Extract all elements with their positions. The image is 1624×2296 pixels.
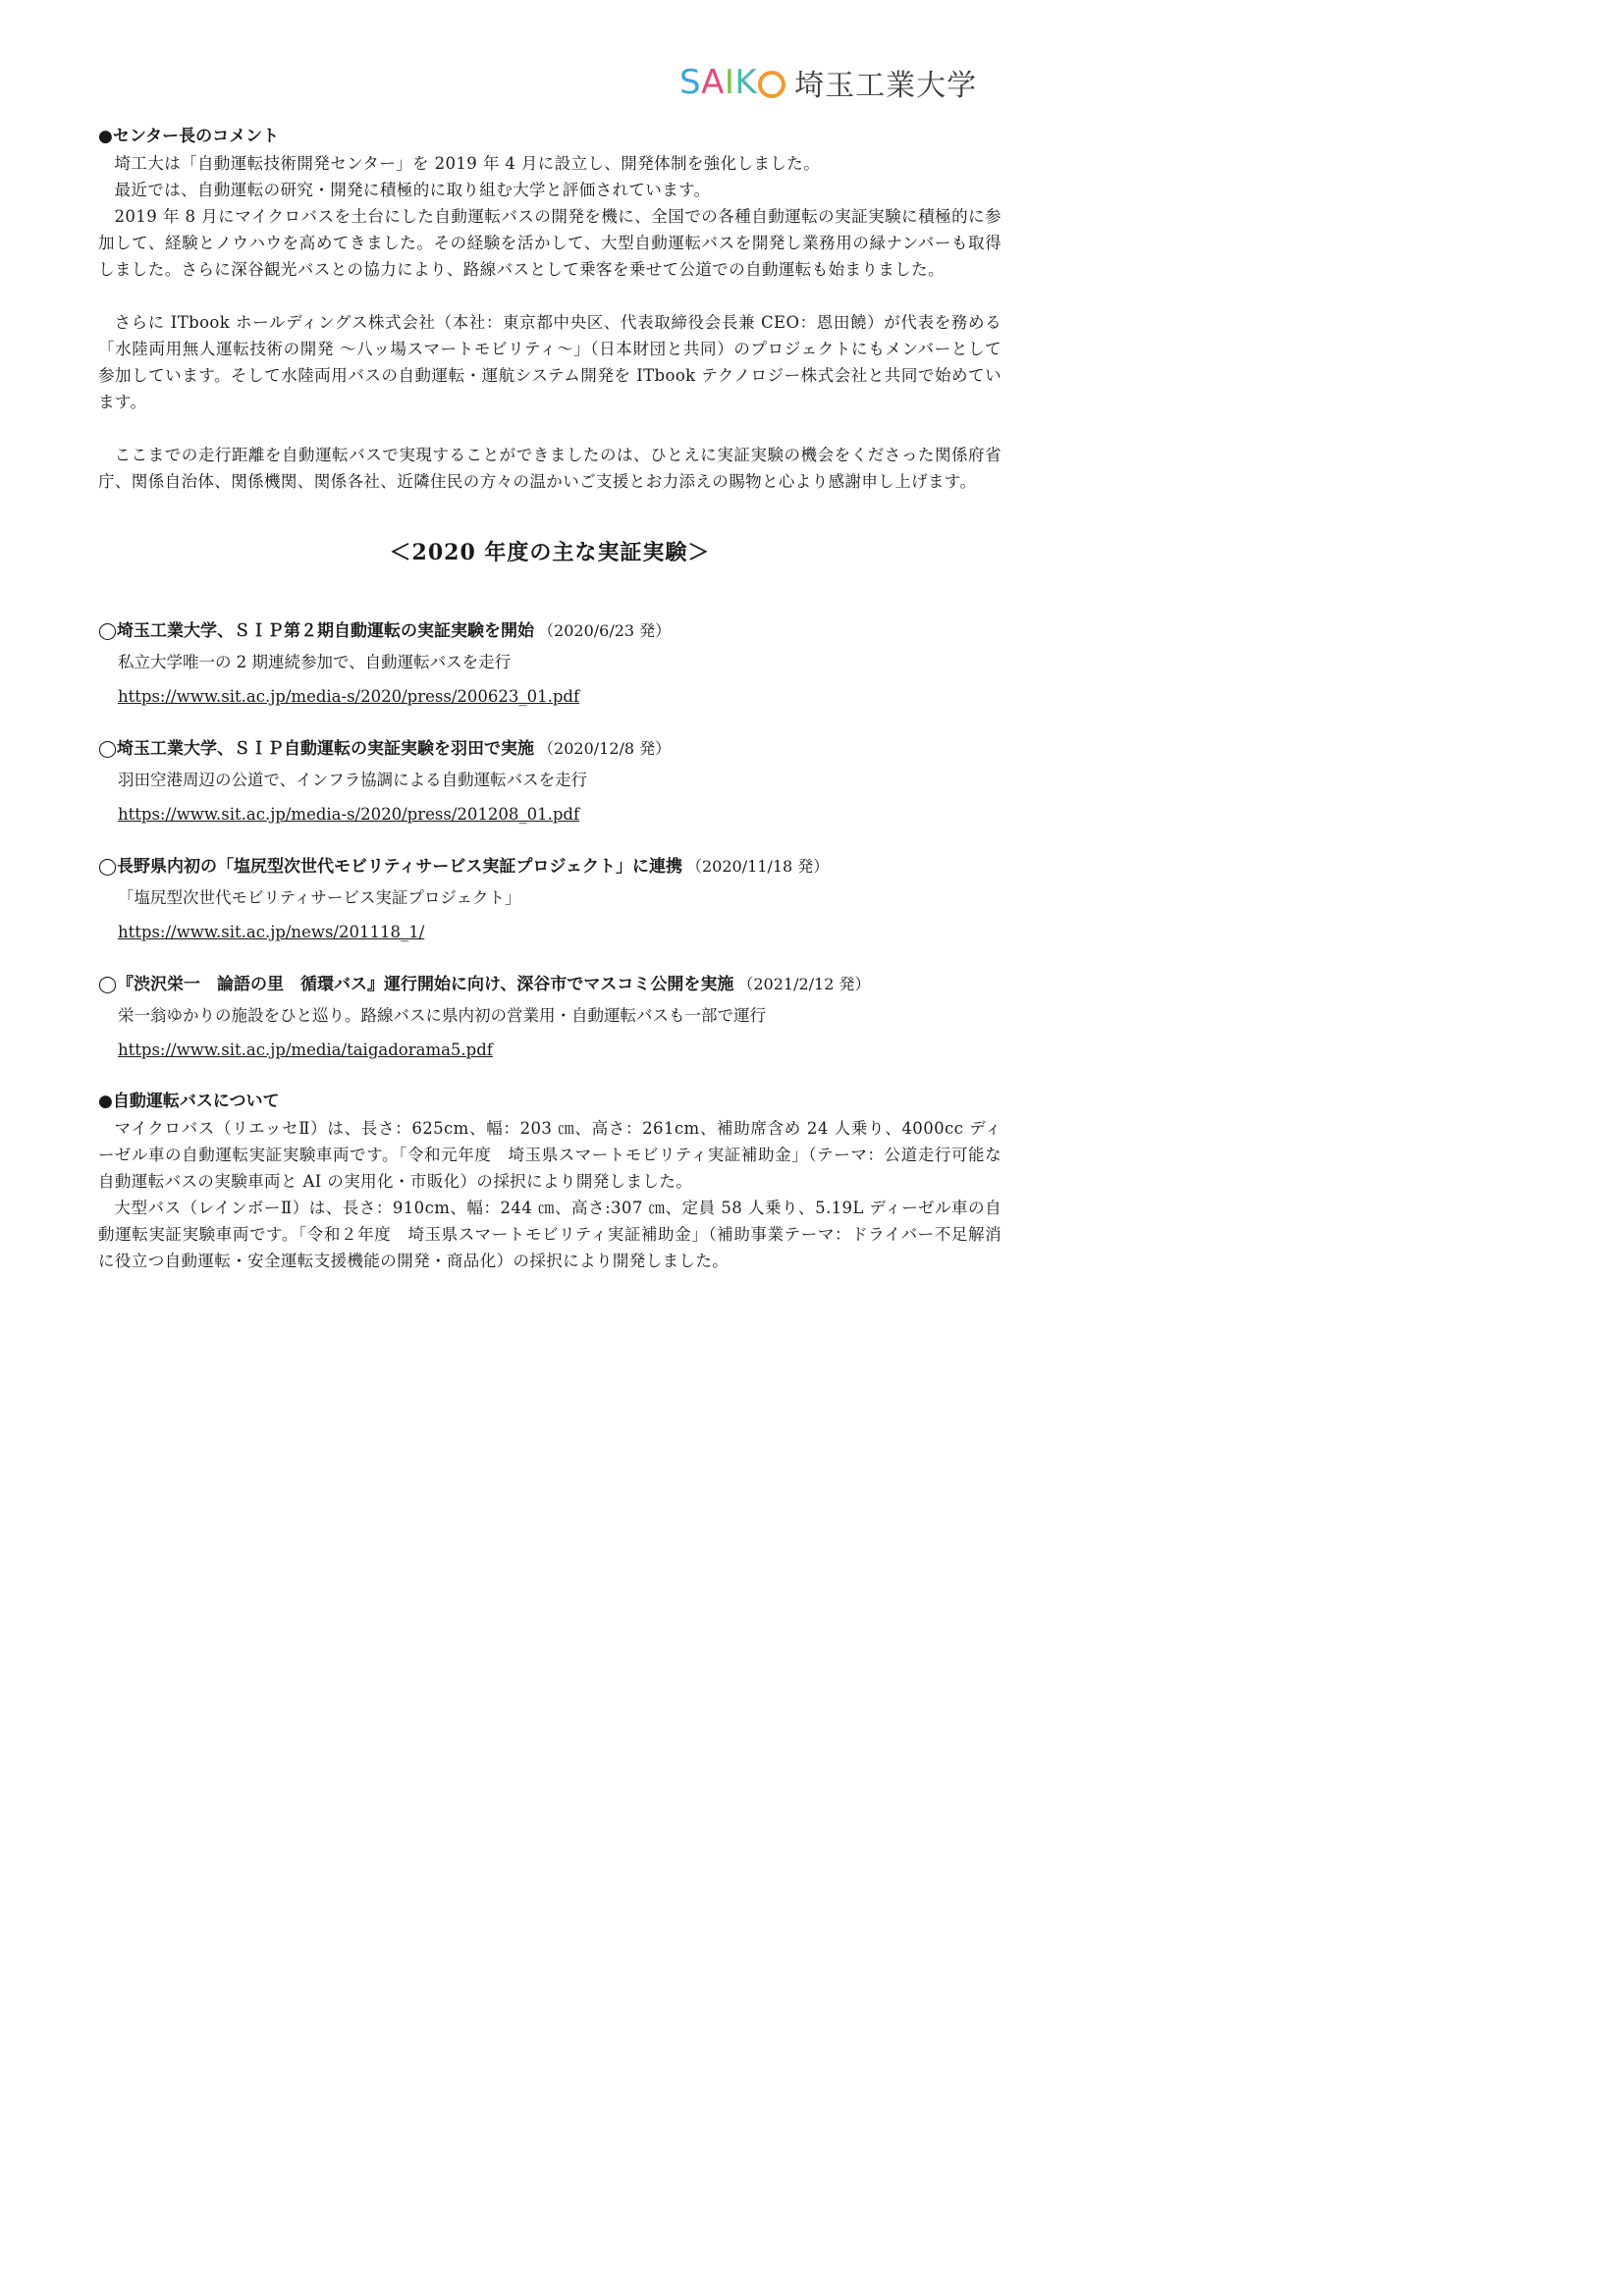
experiment-title-text: ◯埼玉工業大学、ＳＩＰ自動運転の実証実験を羽田で実施 [98,739,535,759]
experiment-subtitle: 羽田空港周辺の公道で、インフラ協調による自動運転バスを走行 [118,771,588,789]
logo-letter-a: A [701,63,725,102]
experiment-date: （2020/6/23 発） [538,621,672,640]
comment-paragraph: 2019 年 8 月にマイクロバスを土台にした自動運転バスの開発を機に、全国での各種自動運転の実証実験に積極的に参加して、経験とノウハウを高めてきました。その経験を活かして、大型自動運転バスを開発し業務用の緑ナンバーも取得しました。さらに深谷観光バスとの協力により、路線バスとして乗客を乗せて公道での自動運転も始まりました。 [98,207,1001,279]
experiment-item [98,853,1001,945]
saiko-logo [679,61,977,104]
bus-paragraph: 大型バス（レインボーⅡ）は、長さ：910cm、幅：244 ㎝、高さ:307 ㎝、定員 58 人乗り、5.19L ディーゼル車の自動運転実証実験車両です。「令和２年度 埼玉県スマートモビリティ実証補助金」（補助事業テーマ：ドライバー不足解消に役立つ自動運転・安全運転支援機能の開発・商品化）の採択により開発しました。 [98,1199,1001,1270]
experiment-link[interactable]: https://www.sit.ac.jp/news/201118_1/ [118,923,425,941]
spacer [98,415,1001,442]
logo-mark [679,63,790,102]
experiment-subtitle: 「塩尻型次世代モビリティサービス実証プロジェクト」 [118,888,521,907]
experiment-subtitle: 私立大学唯一の 2 期連続参加で、自動運転バスを走行 [118,653,512,671]
logo-letter-i: I [724,63,735,102]
comment-heading: ●センター長のコメント [98,127,280,146]
spacer [98,283,1001,309]
document-body [98,124,1001,1274]
experiment-date: （2021/2/12 発） [737,975,871,993]
experiment-link[interactable]: https://www.sit.ac.jp/media-s/2020/press/201208_01.pdf [118,805,580,824]
experiment-link[interactable]: https://www.sit.ac.jp/media-s/2020/press/200623_01.pdf [118,687,580,706]
bus-paragraph: マイクロバス（リエッセⅡ）は、長さ：625cm、幅：203 ㎝、高さ：261cm、補助席含め 24 人乗り、4000cc ディーゼル車の自動運転実証実験車両です。「令和元年度 埼玉県スマートモビリティ実証補助金」（テーマ：公道走行可能な自動運転バスの実験車両と AI の実用化・市販化）の採択により開発しました。 [98,1119,1001,1191]
experiment-item [98,971,1001,1063]
experiment-title-text: ◯『渋沢栄一 論語の里 循環バス』運行開始に向け、深谷市でマスコミ公開を実施 [98,975,734,994]
experiment-title-text: ◯長野県内初の「塩尻型次世代モビリティサービス実証プロジェクト」に連携 [98,857,682,877]
comment-paragraph: ここまでの走行距離を自動運転バスで実現することができましたのは、ひとえに実証実験の機会をくださった関係府省庁、関係自治体、関係機関、関係各社、近隣住民の方々の温かいご支援とお力添えの賜物と心より感謝申し上げます。 [98,446,1001,491]
experiment-link[interactable]: https://www.sit.ac.jp/media/taigadorama5.pdf [118,1041,493,1059]
comment-paragraph: 埼工大は「自動運転技術開発センター」を 2019 年 4 月に設立し、開発体制を強化しました。 [114,154,821,173]
comment-paragraph: 最近では、自動運転の研究・開発に積極的に取り組む大学と評価されています。 [114,181,711,199]
logo-letter-k: K [734,63,758,102]
experiment-subtitle: 栄一翁ゆかりの施設をひと巡り。路線バスに県内初の営業用・自動運転バスも一部で運行 [118,1006,766,1025]
experiments-title: ＜2020 年度の主な実証実験＞ [389,540,711,565]
experiment-title [98,735,1001,763]
experiment-item [98,617,1001,710]
experiment-date: （2020/12/8 発） [538,739,672,758]
experiment-title-text: ◯埼玉工業大学、ＳＩＰ第２期自動運転の実証実験を開始 [98,621,535,641]
experiment-item [98,735,1001,828]
experiment-title [98,853,1001,881]
university-name: 埼玉工業大学 [794,69,978,103]
logo-letter-s: S [679,63,702,102]
experiment-title [98,971,1001,998]
experiment-title [98,617,1001,645]
logo-ring-icon [758,71,785,98]
comment-paragraph: さらに ITbook ホールディングス株式会社（本社：東京都中央区、代表取締役会長兼 CEO：恩田饒）が代表を務める「水陸両用無人運転技術の開発 ～八ッ場スマートモビリティ～」（日本財団と共同）のプロジェクトにもメンバーとして参加しています。そして水陸両用バスの自動運転・運航システム開発を ITbook テクノロジー株式会社と共同で始めています。 [98,313,1001,411]
bus-heading: ●自動運転バスについて [98,1092,280,1111]
experiment-date: （2020/11/18 発） [685,857,830,876]
